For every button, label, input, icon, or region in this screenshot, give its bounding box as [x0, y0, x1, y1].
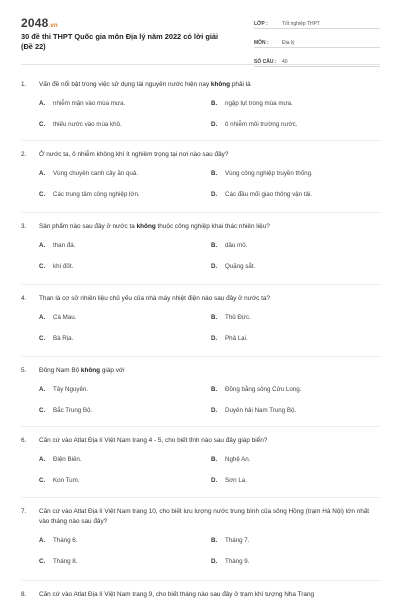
- option-text: Tây Nguyên.: [53, 386, 89, 393]
- option-letter: C.: [39, 335, 46, 342]
- option-letter: B.: [211, 537, 218, 544]
- meta-value: Tốt nghiệp THPT: [282, 21, 320, 27]
- answer-option[interactable]: [211, 334, 383, 343]
- answer-options: [39, 99, 380, 129]
- question-emphasis: không: [210, 81, 231, 88]
- question-emphasis: không: [80, 367, 101, 374]
- option-text: than đá.: [53, 242, 76, 249]
- question-divider: [21, 140, 380, 141]
- question-number: 1.: [21, 81, 27, 88]
- option-text: Quặng sắt.: [225, 263, 256, 270]
- answer-option[interactable]: [39, 99, 211, 108]
- answer-option[interactable]: [39, 241, 211, 250]
- answer-option[interactable]: [211, 406, 383, 415]
- question-item: [21, 294, 380, 343]
- option-letter: B.: [211, 242, 218, 249]
- option-text: Điện Biên.: [53, 456, 82, 463]
- option-letter: C.: [39, 477, 46, 484]
- meta-value: 40: [282, 59, 288, 65]
- option-text: ngập lụt trong mùa mưa.: [225, 100, 293, 107]
- meta-key: MÔN :: [254, 40, 269, 46]
- question-number: 6.: [21, 437, 27, 444]
- option-text: nhiễm mặn vào mùa mưa.: [53, 100, 126, 107]
- option-text: Các đầu mối giao thông vận tải.: [225, 191, 313, 198]
- question-stem: [21, 507, 380, 527]
- option-letter: D.: [211, 407, 218, 414]
- answer-option[interactable]: [211, 455, 383, 464]
- question-emphasis: không: [136, 223, 156, 230]
- option-text: Tháng 7.: [225, 537, 250, 544]
- option-text: Vùng công nghiệp truyền thống.: [225, 170, 313, 177]
- option-text: Duyên hải Nam Trung Bộ.: [225, 407, 297, 414]
- answer-option[interactable]: [39, 536, 211, 545]
- question-text: [39, 150, 380, 160]
- answer-options: [39, 385, 380, 415]
- option-letter: D.: [211, 558, 218, 565]
- option-text: Đồng bằng sông Cửu Long.: [225, 386, 302, 393]
- question-divider: [21, 580, 380, 581]
- question-item: [21, 590, 380, 600]
- option-text: Thủ Đức.: [225, 314, 251, 321]
- site-logo[interactable]: [21, 16, 58, 30]
- question-text: [39, 294, 380, 304]
- option-text: Cà Mau.: [53, 314, 77, 321]
- logo-suffix: .vn: [48, 23, 58, 29]
- answer-options: [39, 169, 380, 199]
- question-stem: [21, 436, 380, 446]
- document-title: 30 đề thi THPT Quốc gia môn Địa lý năm 2022 có lời giải (Đề 22): [21, 32, 219, 51]
- answer-options: [39, 536, 380, 566]
- answer-option[interactable]: [211, 476, 383, 485]
- question-divider: [21, 497, 380, 498]
- question-text: [39, 507, 380, 527]
- meta-key: LỚP :: [254, 21, 268, 27]
- question-number: 4.: [21, 295, 27, 302]
- answer-option[interactable]: [39, 455, 211, 464]
- question-item: [21, 507, 380, 566]
- option-letter: A.: [39, 170, 46, 177]
- option-letter: D.: [211, 121, 218, 128]
- option-letter: B.: [211, 386, 218, 393]
- question-stem: [21, 80, 380, 90]
- option-text: Tháng 8.: [53, 558, 78, 565]
- question-text-part: Ở nước ta, ô nhiễm không khí ít nghiêm trọng tại nơi nào sau đây?: [39, 151, 229, 158]
- answer-option[interactable]: [39, 406, 211, 415]
- answer-option[interactable]: [211, 120, 383, 129]
- question-text-part: Vấn đề nổi bật trong việc sử dụng tài nguyên nước hiện nay: [39, 81, 211, 88]
- answer-option[interactable]: [211, 169, 383, 178]
- option-letter: C.: [39, 407, 46, 414]
- option-letter: C.: [39, 191, 46, 198]
- question-text-part: Sản phẩm nào sau đây ở nước ta: [39, 223, 137, 230]
- answer-option[interactable]: [39, 313, 211, 322]
- option-text: ô nhiễm môi trường nước.: [225, 121, 298, 128]
- question-text-part: thuộc công nghiệp khai thác nhiên liệu?: [155, 223, 270, 230]
- question-text: [39, 366, 380, 376]
- question-item: [21, 222, 380, 271]
- answer-option[interactable]: [39, 262, 211, 271]
- question-item: [21, 366, 380, 415]
- answer-option[interactable]: [39, 385, 211, 394]
- option-letter: D.: [211, 263, 218, 270]
- answer-option[interactable]: [39, 557, 211, 566]
- option-text: Bắc Trung Bộ.: [53, 407, 93, 414]
- question-text-part: phải là: [230, 81, 251, 88]
- answer-option[interactable]: [39, 476, 211, 485]
- question-item: [21, 80, 380, 129]
- answer-option[interactable]: [39, 190, 211, 199]
- question-text-part: Căn cứ vào Atlat Địa lí Việt Nam trang 10, cho biết lưu lượng nước trung bình của sông Hồng (trạm Hà Nội) lớn nhất vào tháng nào sau đây?: [39, 508, 370, 525]
- question-stem: [21, 150, 380, 160]
- answer-options: [39, 313, 380, 343]
- question-number: 5.: [21, 367, 27, 374]
- option-letter: A.: [39, 314, 46, 321]
- answer-option[interactable]: [211, 262, 383, 271]
- option-letter: A.: [39, 100, 46, 107]
- option-letter: D.: [211, 335, 218, 342]
- question-text: [39, 222, 380, 232]
- question-text-part: Than là cơ sở nhiên liệu chủ yếu của nhà máy nhiệt điện nào sau đây ở nước ta?: [39, 295, 271, 302]
- meta-row-subject: [254, 33, 380, 48]
- option-letter: D.: [211, 477, 218, 484]
- answer-option[interactable]: [211, 190, 383, 199]
- answer-option[interactable]: [39, 120, 211, 129]
- option-letter: C.: [39, 121, 46, 128]
- option-text: Kon Tum.: [53, 477, 80, 484]
- question-divider: [21, 212, 380, 213]
- question-number: 7.: [21, 508, 27, 515]
- question-divider: [21, 426, 380, 427]
- question-stem: [21, 294, 380, 304]
- question-text-part: Căn cứ vào Atlat Địa lí Việt Nam trang 9, cho biết tháng nào sau đây ở trạm khí tượng Nha Trang: [39, 591, 315, 598]
- option-text: Tháng 9.: [225, 558, 250, 565]
- answer-option[interactable]: [211, 313, 383, 322]
- option-text: khí đốt.: [53, 263, 74, 270]
- question-number: 2.: [21, 151, 27, 158]
- meta-value: Địa lý: [282, 40, 295, 46]
- question-item: [21, 150, 380, 199]
- option-letter: A.: [39, 386, 46, 393]
- option-letter: B.: [211, 170, 218, 177]
- answer-option[interactable]: [211, 99, 383, 108]
- meta-key: SỐ CÂU :: [254, 59, 277, 65]
- option-text: Nghệ An.: [225, 456, 251, 463]
- question-stem: [21, 222, 380, 232]
- option-text: Các trung tâm công nghiệp lớn.: [53, 191, 140, 198]
- option-text: Phả Lại.: [225, 335, 248, 342]
- question-stem: [21, 590, 380, 600]
- answer-option[interactable]: [211, 385, 383, 394]
- option-letter: D.: [211, 191, 218, 198]
- answer-options: [39, 241, 380, 271]
- option-text: Vùng chuyên canh cây ăn quả.: [53, 170, 138, 177]
- option-letter: B.: [211, 456, 218, 463]
- option-text: Bà Rịa.: [53, 335, 74, 342]
- exam-meta: [254, 14, 380, 71]
- question-text-part: giáp với: [100, 367, 125, 374]
- question-text-part: Căn cứ vào Atlat Địa lí Việt Nam trang 4 - 5, cho biết tỉnh nào sau đây giáp biển?: [39, 437, 268, 444]
- logo-text: 2048: [21, 16, 49, 30]
- option-letter: B.: [211, 314, 218, 321]
- option-text: dầu mỏ.: [225, 242, 248, 249]
- answer-option[interactable]: [211, 557, 383, 566]
- question-text: [39, 436, 380, 446]
- option-text: Sơn La.: [225, 477, 247, 484]
- option-letter: C.: [39, 263, 46, 270]
- option-letter: C.: [39, 558, 46, 565]
- question-text: [39, 590, 380, 600]
- question-divider: [21, 356, 380, 357]
- answer-option[interactable]: [211, 241, 383, 250]
- meta-row-class: [254, 14, 380, 29]
- option-letter: A.: [39, 456, 46, 463]
- option-letter: B.: [211, 100, 218, 107]
- answer-option[interactable]: [39, 169, 211, 178]
- answer-option[interactable]: [211, 536, 383, 545]
- question-number: 8.: [21, 591, 27, 598]
- question-stem: [21, 366, 380, 376]
- question-number: 3.: [21, 223, 27, 230]
- option-letter: A.: [39, 242, 46, 249]
- question-item: [21, 436, 380, 485]
- question-divider: [21, 284, 380, 285]
- question-text: [39, 80, 380, 90]
- option-text: Tháng 6.: [53, 537, 78, 544]
- answer-options: [39, 455, 380, 485]
- option-text: thiếu nước vào mùa khô.: [53, 121, 122, 128]
- answer-option[interactable]: [39, 334, 211, 343]
- header-divider: [21, 64, 380, 65]
- option-letter: A.: [39, 537, 46, 544]
- question-text-part: Đông Nam Bộ: [39, 367, 81, 374]
